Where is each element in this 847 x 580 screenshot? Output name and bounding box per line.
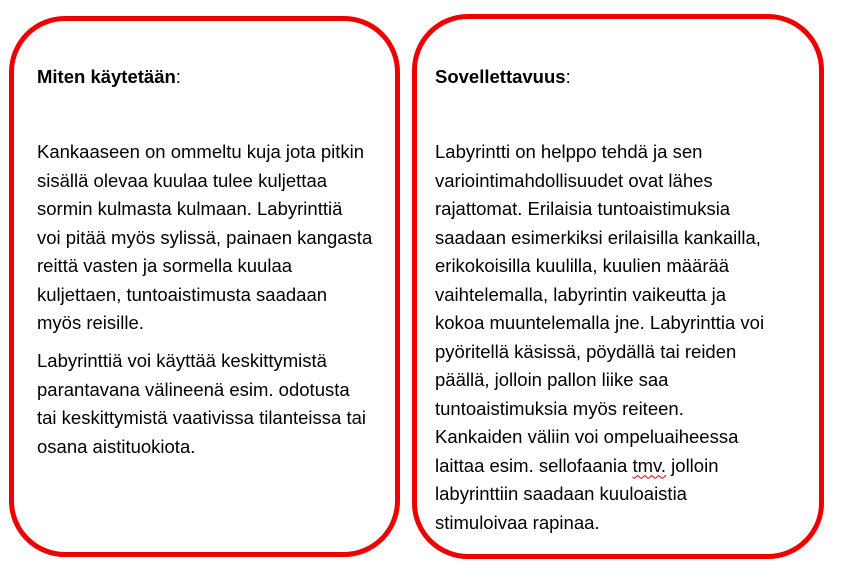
text-line: osana aistituokiota. (37, 435, 196, 457)
text-line: tai keskittymistä vaativissa tilanteissa tai (37, 407, 367, 428)
text-line: reittä vasten ja sormella kuulaa (37, 255, 293, 276)
right-card-heading (435, 65, 571, 89)
text-line: rajattomat. Erilaisia tuntoaistimuksia (435, 198, 731, 219)
text-line: myös reisille. (37, 312, 144, 333)
text-line: Labyrinttiä voi käyttää keskittymistä (37, 350, 327, 371)
right-heading-colon: : (565, 66, 571, 87)
text-line: vaihtelemalla, labyrintin vaikeutta ja (435, 283, 727, 305)
text-line: stimuloivaa rapinaa. (435, 511, 600, 533)
text-line: Kankaaseen on ommeltu kuja jota pitkin (37, 141, 365, 162)
right-card-paragraph (435, 138, 764, 537)
left-card-paragraph-2 (37, 347, 366, 461)
right-heading-text: Sovellettavuus (435, 66, 566, 87)
text-line: kuljettaen, tuntoaistimusta saadaan (37, 283, 328, 305)
text-line: parantavana välineenä esim. odotusta (37, 378, 350, 400)
left-card-heading (37, 65, 181, 89)
text-line: erikokoisilla kuulilla, kuulien määrää (435, 255, 730, 276)
text-line: sormin kulmasta kulmaan. Labyrinttiä (37, 198, 343, 219)
text-line: labyrinttiin saadaan kuuloaistia (435, 483, 687, 504)
text-line: variointimahdollisuudet ovat lähes (435, 169, 713, 191)
left-heading-text: Miten käytetään (37, 66, 176, 87)
text-line: kokoa muuntelemalla jne. Labyrinttia voi (435, 312, 765, 333)
text-line: pyöritellä käsissä, pöydällä tai reiden (435, 340, 737, 362)
text-segment: laittaa esim. sellofaania (435, 454, 633, 476)
text-line: päällä, jolloin pallon liike saa (435, 369, 669, 390)
text-line: Kankaiden väliin voi ompeluaiheessa (435, 426, 739, 447)
left-heading-colon: : (175, 66, 181, 87)
text-line (435, 452, 764, 481)
text-line: saadaan esimerkiksi erilaisilla kankailla, (435, 226, 761, 248)
text-segment: jolloin (671, 454, 719, 476)
spellcheck-flagged-word[interactable]: tmv. (632, 454, 667, 476)
text-line: Labyrintti on helppo tehdä ja sen (435, 141, 703, 162)
text-line: tuntoaistimuksia myös reiteen. (435, 397, 684, 419)
left-card-paragraph-1 (37, 138, 372, 338)
text-line: sisällä olevaa kuulaa tulee kuljettaa (37, 169, 328, 191)
text-line: voi pitää myös sylissä, painaen kangasta (37, 226, 373, 248)
